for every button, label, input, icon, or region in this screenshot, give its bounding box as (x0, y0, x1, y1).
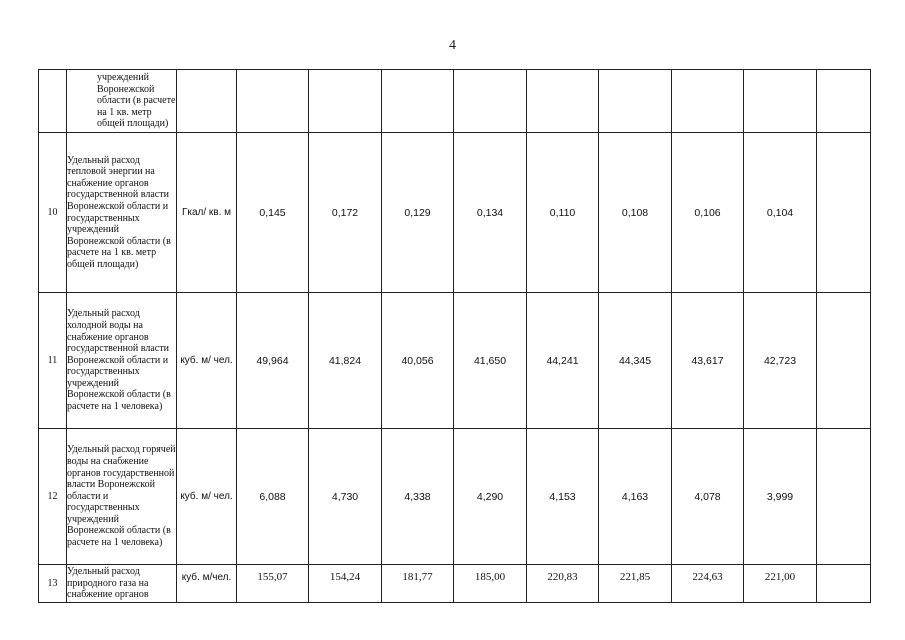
value-cell: 0,129 (382, 133, 454, 293)
value-cell: 185,00 (454, 565, 527, 603)
value-cell (382, 70, 454, 133)
row-unit: куб. м/ чел. (177, 293, 237, 429)
row-number (39, 70, 67, 133)
row-unit (177, 70, 237, 133)
value-cell (744, 70, 817, 133)
value-cell: 6,088 (237, 429, 309, 565)
row-description: Удельный расход тепловой энергии на снабжение органов государственной власти Воронежской области и государственных учреждений Воронежской области (в расчете на 1 кв. метр общей площади) (67, 133, 177, 293)
value-cell (237, 70, 309, 133)
value-cell: 0,106 (672, 133, 744, 293)
value-cell (817, 133, 871, 293)
value-cell (599, 70, 672, 133)
table-row (39, 293, 871, 429)
value-cell (309, 70, 382, 133)
value-cell: 220,83 (527, 565, 599, 603)
value-cell (527, 70, 599, 133)
value-cell: 41,824 (309, 293, 382, 429)
value-cell: 224,63 (672, 565, 744, 603)
value-cell: 0,172 (309, 133, 382, 293)
value-cell (672, 70, 744, 133)
row-number: 12 (39, 429, 67, 565)
value-cell: 155,07 (237, 565, 309, 603)
value-cell (817, 293, 871, 429)
page-number: 4 (449, 38, 456, 53)
row-unit: Гкал/ кв. м (177, 133, 237, 293)
value-cell: 43,617 (672, 293, 744, 429)
value-cell: 154,24 (309, 565, 382, 603)
value-cell: 44,345 (599, 293, 672, 429)
value-cell: 221,85 (599, 565, 672, 603)
value-cell: 4,290 (454, 429, 527, 565)
value-cell: 42,723 (744, 293, 817, 429)
row-description: Удельный расход холодной воды на снабжение органов государственной власти Воронежской области и государственных учреждений Воронежской области (в расчете на 1 человека) (67, 293, 177, 429)
row-number: 10 (39, 133, 67, 293)
table-row (39, 429, 871, 565)
value-cell: 0,110 (527, 133, 599, 293)
row-unit: куб. м/ чел. (177, 429, 237, 565)
row-unit: куб. м/чел. (177, 565, 237, 603)
value-cell: 4,338 (382, 429, 454, 565)
indicators-table (38, 69, 871, 603)
value-cell: 41,650 (454, 293, 527, 429)
value-cell: 181,77 (382, 565, 454, 603)
row-number: 13 (39, 565, 67, 603)
value-cell (817, 429, 871, 565)
value-cell: 0,145 (237, 133, 309, 293)
row-description: Удельный расход горячей воды на снабжение органов государственной власти Воронежской области и государственных учреждений Воронежской области (в расчете на 1 человека) (67, 429, 177, 565)
table-row (39, 565, 871, 603)
value-cell: 3,999 (744, 429, 817, 565)
row-description: учреждений Воронежской области (в расчете на 1 кв. метр общей площади) (67, 70, 177, 133)
value-cell (817, 565, 871, 603)
value-cell (817, 70, 871, 133)
table-row (39, 70, 871, 133)
table-row (39, 133, 871, 293)
value-cell: 0,134 (454, 133, 527, 293)
value-cell: 44,241 (527, 293, 599, 429)
value-cell: 49,964 (237, 293, 309, 429)
row-number: 11 (39, 293, 67, 429)
value-cell: 0,104 (744, 133, 817, 293)
value-cell: 0,108 (599, 133, 672, 293)
value-cell (454, 70, 527, 133)
row-description: Удельный расход природного газа на снабжение органов (67, 565, 177, 603)
value-cell: 4,153 (527, 429, 599, 565)
value-cell: 40,056 (382, 293, 454, 429)
value-cell: 4,730 (309, 429, 382, 565)
value-cell: 221,00 (744, 565, 817, 603)
value-cell: 4,163 (599, 429, 672, 565)
value-cell: 4,078 (672, 429, 744, 565)
